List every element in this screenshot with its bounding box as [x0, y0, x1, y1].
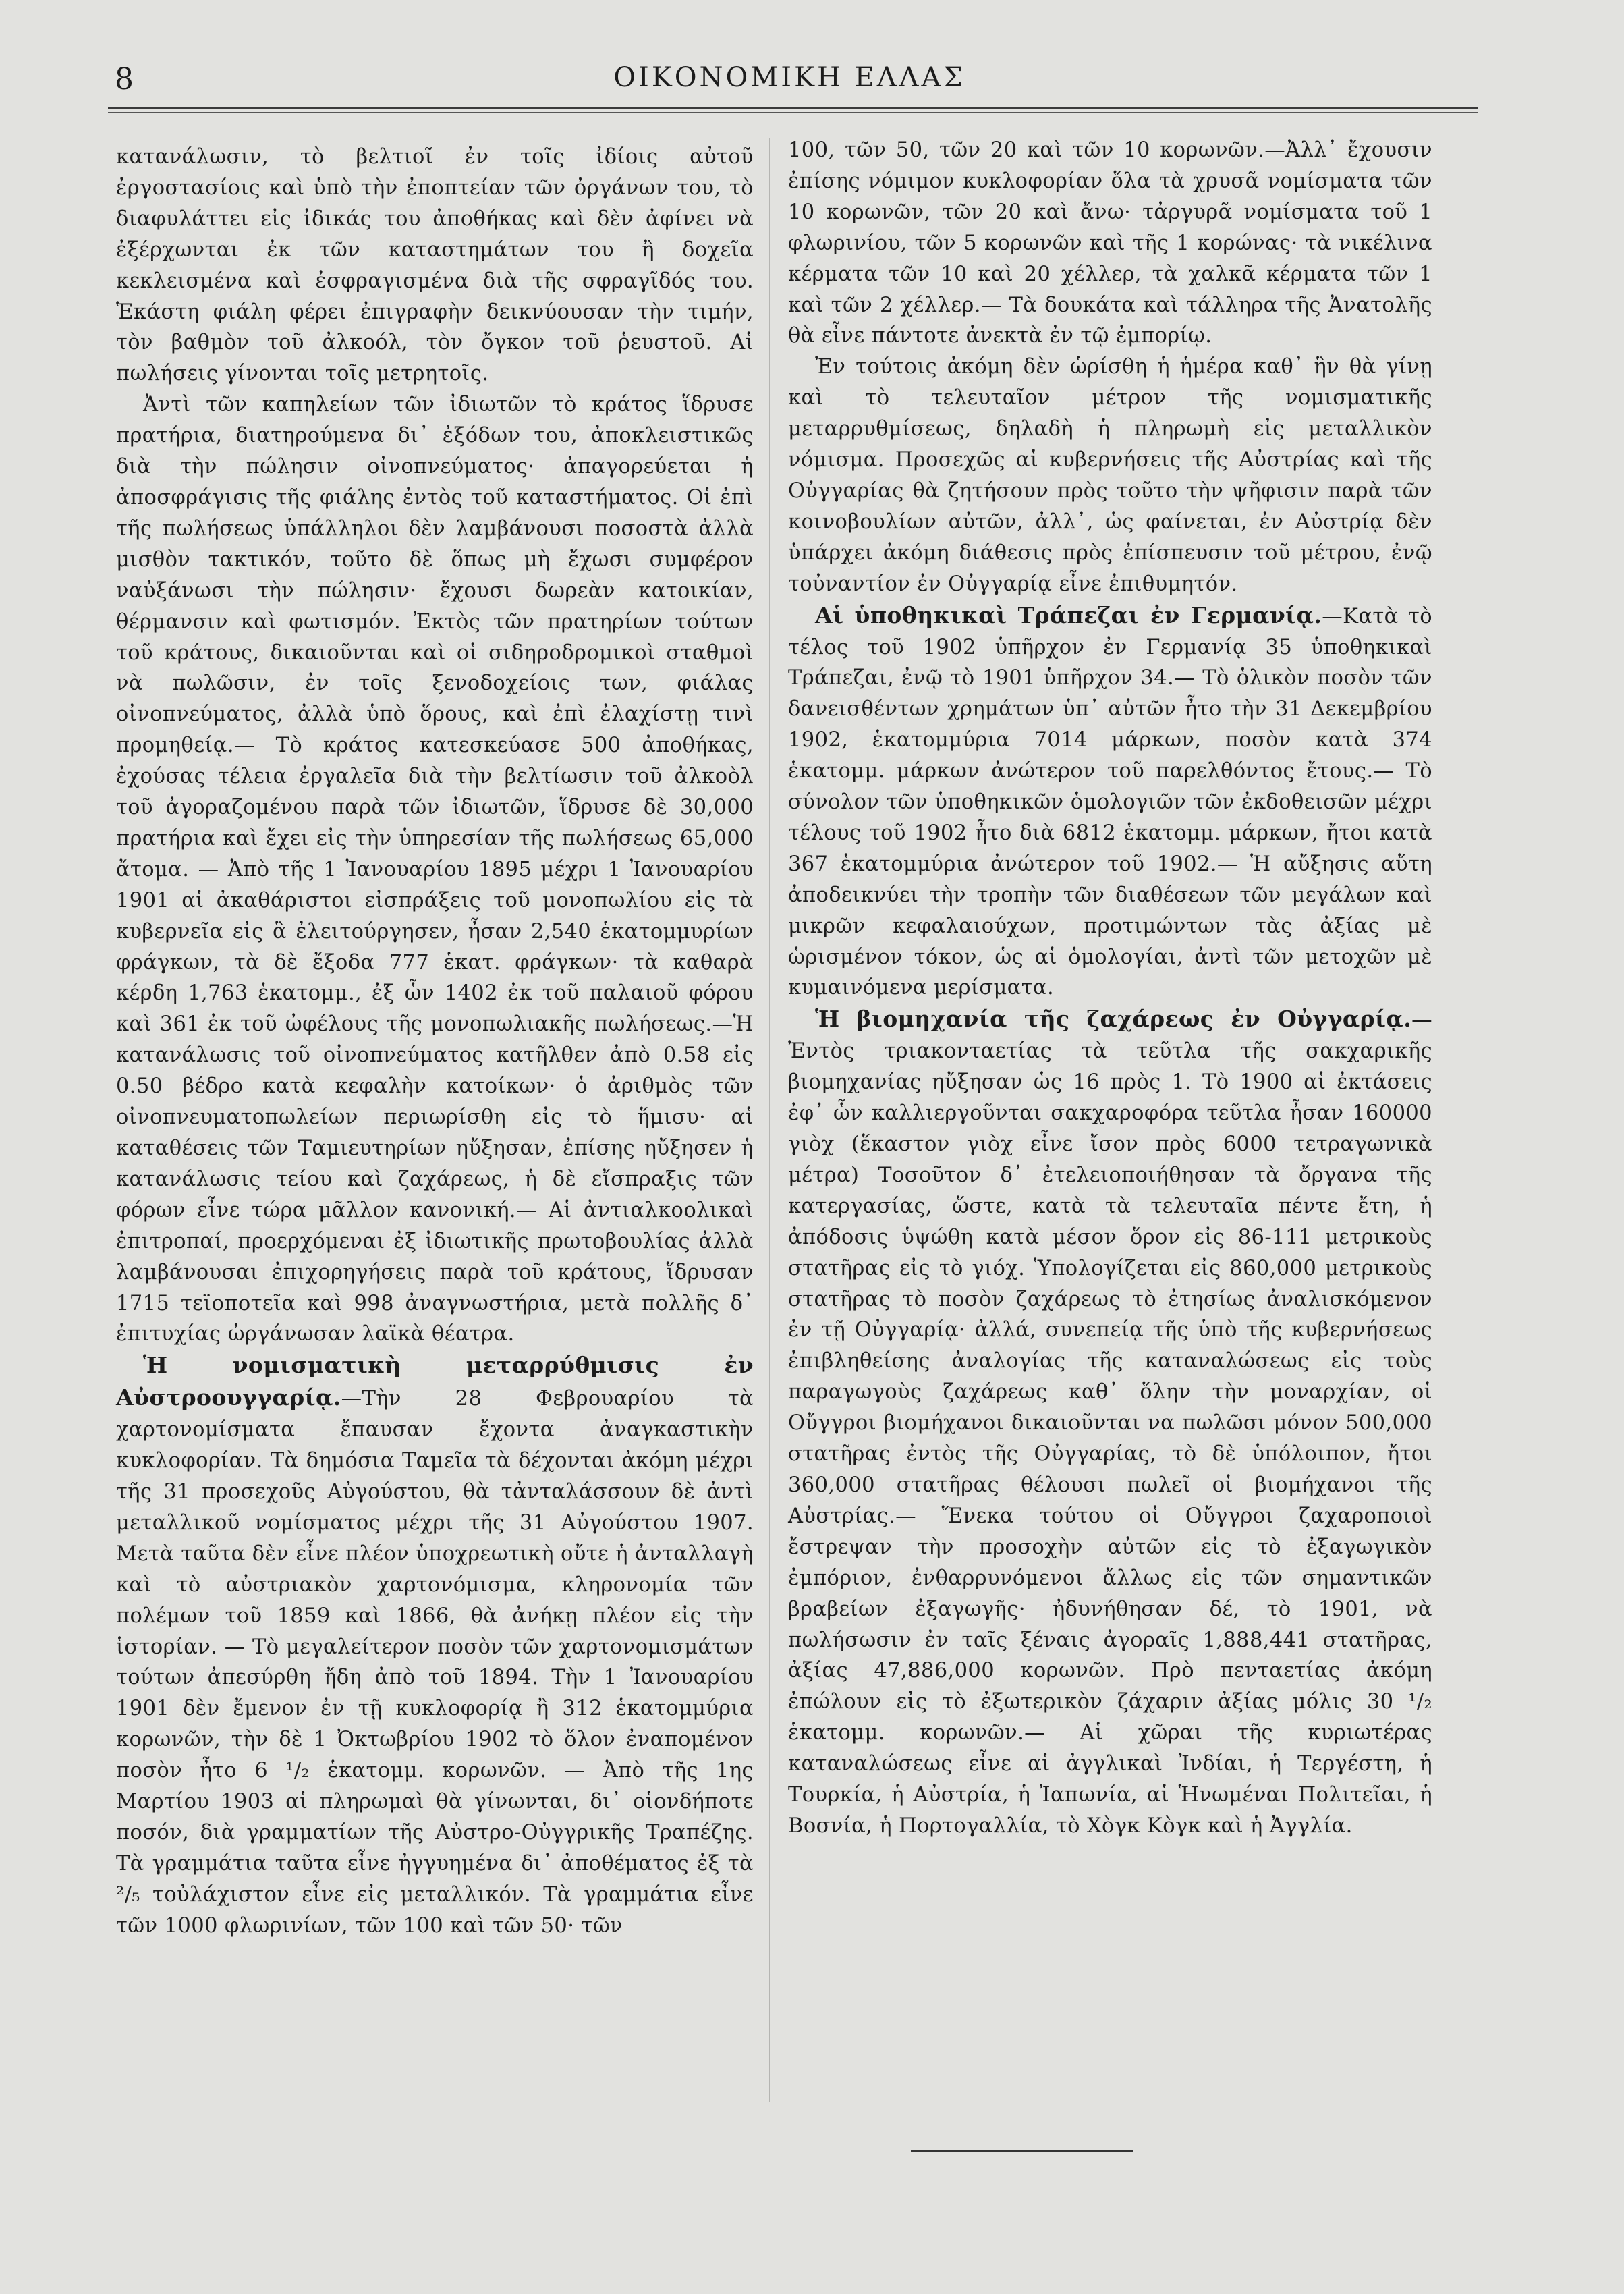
left-paragraph-1: κατανάλωσιν, τὸ βελτιοῖ ἐν τοῖς ἰδίοις αὐτοῦ ἐργοστασίοις καὶ ὑπὸ τὴν ἐποπτείαν τῶν ὀργάνων του, τὸ διαφυλάττει εἰς ἰδικάς του ἀποθήκας καὶ δὲν ἀφίνει νὰ ἐξέρχωνται ἐκ τῶν καταστημάτων του ἢ δοχεῖα κεκλεισμένα καὶ ἐσφραγισμένα διὰ τῆς σφραγῖδός του. Ἑκάστη φιάλη φέρει ἐπιγραφὴν δεικνύουσαν τὴν τιμήν, τὸν βαθμὸν τοῦ ἀλκοόλ, τὸν ὄγκον τοῦ ῥευστοῦ. Αἱ πωλήσεις γίνονται τοῖς μετρητοῖς. — [116, 145, 754, 386]
section-heading-currency-reform: Ἡ νομισματικὴ μεταρρύθμισις ἐν Αὐστροουγγαρίᾳ. — [116, 1352, 754, 1411]
right-section-mortgage — [788, 600, 1432, 1004]
section-heading-mortgage-banks: Αἱ ὑποθηκικαὶ Τράπεζαι ἐν Γερμανίᾳ. — [815, 601, 1322, 628]
header-rule-thin — [108, 112, 1478, 113]
right-paragraph-4: — Ἐντὸς τριακονταετίας τὰ τεῦτλα τῆς σακχαρικῆς βιομηχανίας ηὔξησαν ὡς 16 πρὸς 1. Τὸ 1900 αἱ ἐκτάσεις ἐφ᾽ ὧν καλλιεργοῦνται σακχαροφόρα τεῦτλα ἦσαν 160000 γιὸχ (ἕκαστον γιὸχ εἶνε ἴσον πρὸς 6000 τετραγωνικὰ μέτρα) Τοσοῦτον δ᾽ ἐτελειοποιήθησαν τὰ ὄργανα τῆς κατεργασίας, ὥστε, κατὰ τὰ τελευταῖα πέντε ἔτη, ἡ ἀπόδοσις ὑψώθη κατὰ μέσον ὅρον εἰς 86-111 μετρικοὺς στατῆρας εἰς τὸ γιόχ. Ὑπολογίζεται εἰς 860,000 μετρικοὺς στατῆρας τὸ ποσὸν ζαχάρεως τὸ ἐτησίως ἀναλισκόμενον ἐν τῇ Οὐγγαρίᾳ· ἀλλά, συνεπείᾳ τῆς ὑπὸ τῆς κυβερνήσεως ἐπιβληθείσης ἀναλογίας τῆς καταναλώσεως εἰς τοὺς παραγωγοὺς ζαχάρεως καθ᾽ ὅλην τὴν μοναρχίαν, οἱ Οὔγγροι βιομήχανοι δικαιοῦνται να πωλῶσι μόνον 500,000 στατῆρας ἐντὸς τῆς Οὐγγαρίας, τὸ δὲ ὑπόλοιπον, ἤτοι 360,000 στατῆρας θέλουσι πωλεῖ οἱ βιομήχανοι τῆς Αὐστρίας.— Ἕνεκα τούτου οἱ Οὔγγροι ζαχαροποιοὶ ἔστρεψαν τὴν προσοχὴν αὐτῶν εἰς τὸ ἐξαγωγικὸν ἐμπόριον, ἐνθαρρυνόμενοι ἄλλως εἰς τῶν σημαντικῶν βραβείων ἐξαγωγῆς· ἠδυνήθησαν δέ, τὸ 1901, νὰ πωλήσωσιν ἐν ταῖς ξέναις ἀγοραῖς 1,888,441 στατῆρας, ἀξίας 47,886,000 κορωνῶν. Πρὸ πενταετίας ἀκόμη ἐπώλουν εἰς τὸ ἐξωτερικὸν ζάχαριν ἀξίας μόλις 30 ¹/₂ ἑκατομμ. κορωνῶν.— Αἱ χῶραι τῆς κυριωτέρας καταναλώσεως εἶνε αἱ ἀγγλικαὶ Ἰνδίαι, ἡ Τεργέστη, ἡ Τουρκία, ἡ Αὐστρία, ἡ Ἰαπωνία, αἱ Ἡνωμέναι Πολιτεῖαι, ἡ Βοσνία, ἡ Πορτογαλλία, τὸ Χὸγκ Κὸγκ καὶ ἡ Ἀγγλία. — [788, 1008, 1432, 1838]
header-rule — [108, 107, 1478, 109]
end-rule — [911, 2150, 1133, 2152]
right-paragraph-2: Ἐν τούτοις ἀκόμη δὲν ὡρίσθη ἡ ἡμέρα καθ᾽ ἣν θὰ γίνῃ καὶ τὸ τελευταῖον μέτρον τῆς νομισματικῆς μεταρρυθμίσεως, δηλαδὴ ἡ πληρωμὴ εἰς μεταλλικὸν νόμισμα. Προσεχῶς αἱ κυβερνήσεις τῆς Αὐστρίας καὶ τῆς Οὐγγαρίας θὰ ζητήσουν πρὸς τοῦτο τὴν ψῆφισιν παρὰ τῶν κοινοβουλίων αὐτῶν, ἀλλ᾽, ὡς φαίνεται, ἐν Αὐστρίᾳ δὲν ὑπάρχει ἀκόμη διάθεσις πρὸς ἐπίσπευσιν τοῦ μέτρου, ἐνῷ τοὐναντίον ἐν Οὐγγαρίᾳ εἶνε ἐπιθυμητόν. — [788, 355, 1432, 596]
left-section-currency — [116, 1350, 754, 1941]
right-paragraph-1: 100, τῶν 50, τῶν 20 καὶ τῶν 10 κορωνῶν.—Ἀλλ᾽ ἔχουσιν ἐπίσης νόμιμον κυκλοφορίαν ὅλα τὰ χρυσᾶ νομίσματα τῶν 10 κορωνῶν, τῶν 20 καὶ ἄνω· τἀργυρᾶ νομίσματα τοῦ 1 φλωρινίου, τῶν 5 κορωνῶν καὶ τῆς 1 κορώνας· τὰ νικέλινα κέρματα τῶν 10 καὶ 20 χέλλερ, τὰ χαλκᾶ κέρματα τῶν 1 καὶ τῶν 2 χέλλερ.— Τὰ δουκάτα καὶ τάλληρα τῆς Ἀνατολῆς θὰ εἶνε πάντοτε ἀνεκτὰ ἐν τῷ ἐμπορίῳ. — [788, 138, 1432, 348]
column-divider — [769, 138, 770, 2102]
running-title: ΟΙΚΟΝΟΜΙΚΗ ΕΛΛΑΣ — [613, 62, 965, 93]
section-heading-sugar-industry: Ἡ βιομηχανία τῆς ζαχάρεως ἐν Οὐγγαρίᾳ. — [815, 1006, 1412, 1033]
right-column — [788, 135, 1432, 1842]
page-header — [108, 62, 1471, 109]
left-paragraph-2: Ἀντὶ τῶν καπηλείων τῶν ἰδιωτῶν τὸ κράτος ἵδρυσε πρατήρια, διατηρούμενα δι᾽ ἐξόδων του, ἀποκλειστικῶς διὰ τὴν πώλησιν οἰνοπνεύματος· ἀπαγορεύεται ἡ ἀποσφράγισις τῆς φιάλης ἐντὸς τοῦ καταστήματος. Οἱ ἐπὶ τῆς πωλήσεως ὑπάλληλοι δὲν λαμβάνουσι ποσοστὰ ἀλλὰ μισθὸν τακτικόν, τοῦτο δὲ ὅπως μὴ ἔχωσι συμφέρον ναὐξάνωσι τὴν πώλησιν· ἔχουσι δωρεὰν κατοικίαν, θέρμανσιν καὶ φωτισμόν. Ἐκτὸς τῶν πρατηρίων τούτων τοῦ κράτους, δικαιοῦνται καὶ οἱ σιδηροδρομικοὶ σταθμοὶ νὰ πωλῶσιν, ἐν τοῖς ξενοδοχείοις των, φιάλας οἰνοπνεύματος, ἀλλὰ ὑπὸ ὅρους, καὶ ἐπὶ ἐλαχίστῃ τινὶ προμηθείᾳ.— Τὸ κράτος κατεσκεύασε 500 ἀποθήκας, ἐχούσας τέλεια ἐργαλεῖα διὰ τὴν βελτίωσιν τοῦ ἀλκοὸλ τοῦ ἀγοραζομένου παρὰ τῶν ἰδιωτῶν, ἵδρυσε δὲ 30,000 πρατήρια καὶ ἔχει εἰς τὴν ὑπηρεσίαν τῆς πωλήσεως 65,000 ἄτομα. — Ἀπὸ τῆς 1 Ἰανουαρίου 1895 μέχρι 1 Ἰανουαρίου 1901 αἱ ἀκαθάριστοι εἰσπράξεις τοῦ μονοπωλίου εἰς τὰ κυβερνεῖα εἰς ἃ ἐλειτούργησεν, ἦσαν 2,540 ἑκατομμυρίων φράγκων, τὰ δὲ ἔξοδα 777 ἑκατ. φράγκων· τὰ καθαρὰ κέρδη 1,763 ἑκατομμ., ἐξ ὧν 1402 ἐκ τοῦ παλαιοῦ φόρου καὶ 361 ἐκ τοῦ ὠφέλους τῆς μονοπωλιακῆς πωλήσεως.—Ἡ κατανάλωσις τοῦ οἰνοπνεύματος κατῆλθεν ἀπὸ 0.58 εἰς 0.50 βέδρο κατὰ κεφαλὴν κατοίκων· ὁ ἀριθμὸς τῶν οἰνοπνευματοπωλείων περιωρίσθη εἰς τὸ ἥμισυ· αἱ καταθέσεις τῶν Ταμιευτηρίων ηὔξησαν, ἐπίσης ηὔξησεν ἡ κατανάλωσις τείου καὶ ζαχάρεως, ἡ δὲ εἴσπραξις τῶν φόρων εἶνε τώρα μᾶλλον κανονική.— Αἱ ἀντιαλκοολικαὶ ἐπιτροπαί, προερχόμεναι ἐξ ἰδιωτικῆς πρωτοβουλίας ἀλλὰ λαμβάνουσαι ἐπιχορηγήσεις παρὰ τοῦ κράτους, ἵδρυσαν 1715 τεϊοποτεῖα καὶ 998 ἀναγνωστήρια, μετὰ πολλῆς δ᾽ ἐπιτυχίας ὠργάνωσαν λαϊκὰ θέατρα. — [116, 393, 754, 1346]
left-column — [116, 142, 754, 1942]
page-number: 8 — [115, 62, 134, 97]
right-paragraph-3: —Κατὰ τὸ τέλος τοῦ 1902 ὑπῆρχον ἐν Γερμανίᾳ 35 ὑποθηκικαὶ Τράπεζαι, ἐνῷ τὸ 1901 ὑπῆρχον 34.— Τὸ ὁλικὸν ποσὸν τῶν δανεισθέντων χρημάτων ὑπ᾽ αὐτῶν ἦτο τὴν 31 Δεκεμβρίου 1902, ἑκατομμύρια 7014 μάρκων, ποσὸν κατὰ 374 ἑκατομμ. μάρκων ἀνώτερον τοῦ παρελθόντος ἔτους.— Τὸ σύνολον τῶν ὑποθηκικῶν ὁμολογιῶν τῶν ἐκδοθεισῶν μέχρι τέλους τοῦ 1902 ἦτο διὰ 6812 ἑκατομμ. μάρκων, ἤτοι κατὰ 367 ἑκατομμύρια ἀνώτερον τοῦ 1902.— Ἡ αὔξησις αὕτη ἀποδεικνύει τὴν τροπὴν τῶν διαθέσεων τῶν μεγάλων καὶ μικρῶν κεφαλαιούχων, προτιμώντων τὰς ἀξίας μὲ ὡρισμένον τόκον, ὡς αἱ ὁμολογίαι, ἀντὶ τῶν μετοχῶν μὲ κυμαινόμενα μερίσματα. — [788, 604, 1432, 1000]
left-paragraph-3: —Τὴν 28 Φεβρουαρίου τὰ χαρτονομίσματα ἔπαυσαν ἔχοντα ἀναγκαστικὴν κυκλοφορίαν. Τὰ δημόσια Ταμεῖα τὰ δέχονται ἀκόμη μέχρι τῆς 31 προσεχοῦς Αὐγούστου, θὰ τἀνταλάσσουν δὲ ἀντὶ μεταλλικοῦ νομίσματος μέχρι τῆς 31 Αὐγούστου 1907. Μετὰ ταῦτα δὲν εἶνε πλέον ὑποχρεωτικὴ οὔτε ἡ ἀνταλλαγὴ καὶ τὸ αὐστριακὸν χαρτονόμισμα, κληρονομία τῶν πολέμων τοῦ 1859 καὶ 1866, θὰ ἀνήκῃ πλέον εἰς τὴν ἱστορίαν. — Τὸ μεγαλείτερον ποσὸν τῶν χαρτονομισμάτων τούτων ἀπεσύρθη ἤδη ἀπὸ τοῦ 1894. Τὴν 1 Ἰανουαρίου 1901 δὲν ἔμενον ἐν τῇ κυκλοφορίᾳ ἢ 312 ἑκατομμύρια κορωνῶν, τὴν δὲ 1 Ὀκτωβρίου 1902 τὸ ὅλον ἐναπομένον ποσὸν ἦτο 6 ¹/₂ ἑκατομμ. κορωνῶν. — Ἀπὸ τῆς 1ης Μαρτίου 1903 αἱ πληρωμαὶ θὰ γίνωνται, δι᾽ οἱονδήποτε ποσόν, διὰ γραμματίων τῆς Αὐστρο-Οὐγγρικῆς Τραπέζης. Τὰ γραμμάτια ταῦτα εἶνε ἠγγυημένα δι᾽ ἀποθέματος ἐξ τὰ ²/₅ τοὐλάχιστον εἶνε εἰς μεταλλικόν. Τὰ γραμμάτια εἶνε τῶν 1000 φλωρινίων, τῶν 100 καὶ τῶν 50· τῶν — [116, 1387, 754, 1938]
right-section-sugar — [788, 1004, 1432, 1841]
